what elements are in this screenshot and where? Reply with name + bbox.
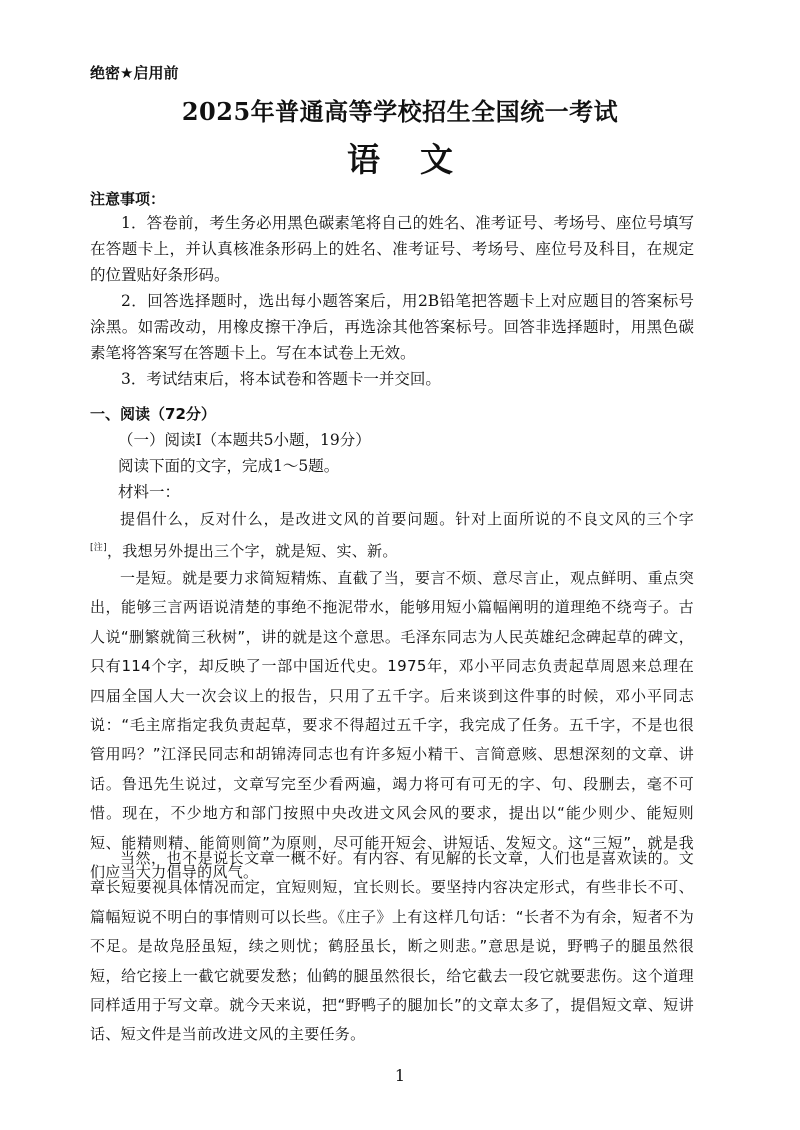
notice-item-2: 2．回答选择题时，选出每小题答案后，用2B铅笔把答题卡上对应题目的答案标号涂黑。如需改动，用橡皮擦干净后，再选涂其他答案标号。回答非选择题时，用黑色碳素笔将答案写在答题卡上。写在本试卷上无效。 xyxy=(90,292,694,362)
notice-heading: 注意事项： xyxy=(90,190,166,208)
page-number: 1 xyxy=(394,1066,406,1085)
paragraph-1-rest: ，我想另外提出三个字，就是短、实、新。 xyxy=(106,542,398,561)
notice-item-1: 1．答卷前，考生务必用黑色碳素笔将自己的姓名、准考证号、考场号、座位号填写在答题卡上，并认真核准条形码上的姓名、准考证号、考场号、座位号及科目，在规定的位置贴好条形码。 xyxy=(90,214,694,284)
article-paragraph-1 xyxy=(90,505,694,567)
section-subheading: （一）阅读Ⅰ（本题共5小题，19分） xyxy=(118,431,371,449)
footnote-marker: [注] xyxy=(90,543,107,554)
section-heading: 一、阅读（72分） xyxy=(90,405,216,423)
exam-title: 2025年普通高等学校招生全国统一考试 xyxy=(181,97,619,126)
article-paragraph-3: 当然，也不是说长文章一概不好。有内容、有见解的长文章，人们也是喜欢读的。文章长短要视具体情况而定，宜短则短，宜长则长。要坚持内容决定形式，有些非长不可、篇幅短说不明白的事情则可以长些。《庄子》上有这样几句话：“长者不为有余，短者不为不足。是故凫胫虽短，续之则忧；鹤胫虽长，断之则悲。”意思是说，野鸭子的腿虽然很短，给它接上一截它就要发愁；仙鹤的腿虽然很长，给它截去一段它就要悲伤。这个道理同样适用于写文章。就今天来说，把“野鸭子的腿加长”的文章太多了，提倡短文章、短讲话、短文件是当前改进文风的主要任务。 xyxy=(90,849,694,1044)
paragraph-1-main: 提倡什么，反对什么，是改进文风的首要问题。针对上面所说的不良文风的三个字 xyxy=(120,510,694,528)
material-label: 材料一： xyxy=(118,483,181,501)
reading-instruction: 阅读下面的文字，完成1～5题。 xyxy=(118,457,340,475)
notice-item-3: 3．考试结束后，将本试卷和答题卡一并交回。 xyxy=(121,370,441,388)
confidential-label: 绝密★启用前 xyxy=(90,64,179,82)
subject-title: 语文 xyxy=(347,140,493,179)
article-paragraph-2: 一是短。就是要力求简短精炼、直截了当，要言不烦、意尽言止，观点鲜明、重点突出，能够三言两语说清楚的事绝不拖泥带水，能够用短小篇幅阐明的道理绝不绕弯子。古人说“删繁就简三秋树”，讲的就是这个意思。毛泽东同志为人民英雄纪念碑起草的碑文，只有114个字，却反映了一部中国近代史。1975年，邓小平同志负责起草周恩来总理在四届全国人大一次会议上的报告，只用了五千字。后来谈到这件事的时候，邓小平同志说：“毛主席指定我负责起草，要求不得超过五千字，我完成了任务。五千字，不是也很管用吗？”江泽民同志和胡锦涛同志也有许多短小精干、言简意赅、思想深刻的文章、讲话。鲁迅先生说过，文章写完至少看两遍，竭力将可有可无的字、句、段删去，毫不可惜。现在，不少地方和部门按照中央改进文风会风的要求，提出以“能少则少、能短则短、能精则精、能简则简”为原则，尽可能开短会、讲短话、发短文。这“三短”，就是我们应当大力倡导的风气。 xyxy=(90,569,694,882)
